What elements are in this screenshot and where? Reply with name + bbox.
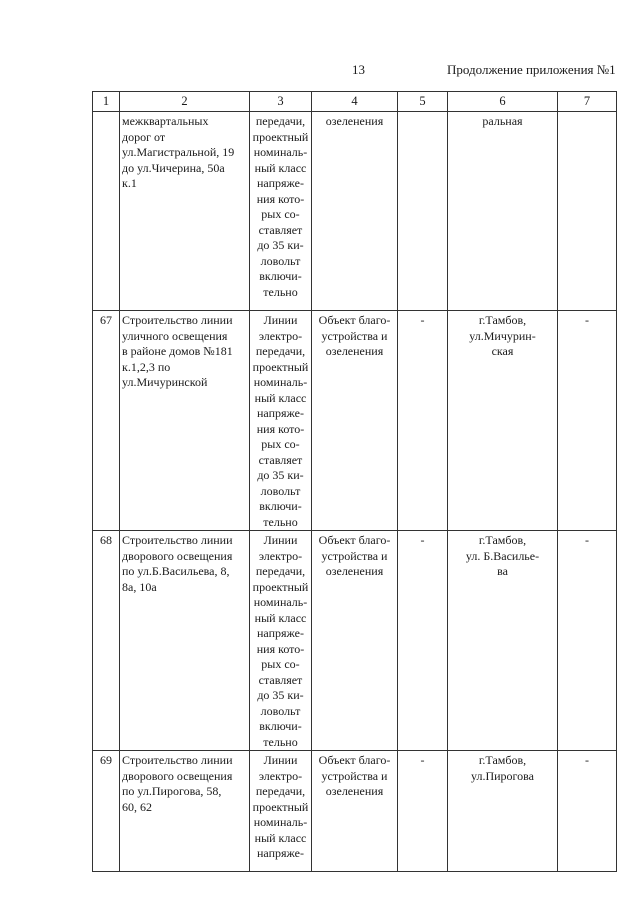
row-number-cell: 68 [93,531,120,751]
column-number-7: 7 [558,92,617,112]
facility-type-line: напряже- [257,176,304,190]
column-number-3: 3 [250,92,312,112]
object-purpose-line: озеленения [325,564,384,578]
facility-name-line: уличного освещения [122,328,228,343]
facility-type-line: ния кото- [256,641,305,656]
location-line: г.Тамбов, [478,533,527,547]
facility-name-cell [120,751,250,872]
facility-type-line: проектный [252,799,309,814]
location-line: ул.Мичурин- [469,328,536,343]
location-line: ва [497,564,508,578]
facility-type-line: электро- [258,548,303,563]
row-number-cell: 69 [93,751,120,872]
column-7-cell: - [558,311,617,531]
facility-type-line: ловольт [260,703,301,718]
facility-name-line: ул.Магистральной, 19 [122,145,235,159]
facility-type-line: передачи, [255,564,306,578]
facility-type-line: включи- [259,499,302,513]
appendix-label: Продолжение приложения №1 [447,62,616,77]
facility-type-line: ловольт [260,483,301,498]
facility-type-line: проектный [252,579,309,594]
facility-type-line: до 35 ки- [257,238,304,252]
location-cell [448,751,558,872]
object-purpose-cell [312,112,398,311]
facility-name-cell [120,531,250,751]
column-5-cell: - [398,311,448,531]
facility-type-line: ставляет [258,452,303,467]
facility-type-line: включи- [259,719,302,733]
facility-type-line: Линии [263,753,298,767]
location-line: ская [491,344,514,358]
object-purpose-line: Объект благо- [318,313,391,327]
column-number-1: 1 [93,92,120,112]
facility-name-line: к.1 [122,176,137,190]
column-5-cell: - [398,751,448,872]
location-line: г.Тамбов, [478,753,527,767]
facility-name-line: межквартальных [122,114,209,128]
facility-type-line: до 35 ки- [257,688,304,702]
object-purpose-line: устройства и [321,328,388,343]
facility-name-line: дорог от [122,129,166,144]
location-cell [448,531,558,751]
facility-name-line: 8а, 10а [122,579,157,594]
table-row [93,311,617,531]
facility-type-line: до 35 ки- [257,468,304,482]
facility-type-line: ставляет [258,222,303,237]
facility-name-cell [120,311,250,531]
facility-type-line: тельно [263,734,298,749]
facility-name-line: Строительство линии [122,313,233,327]
facility-type-line: ставляет [258,672,303,687]
facility-type-line: электро- [258,328,303,343]
facility-type-line: ный класс [254,830,307,845]
facility-type-line: рых со- [261,437,300,451]
table-row [93,751,617,872]
column-number-4: 4 [312,92,398,112]
column-number-5: 5 [398,92,448,112]
facility-name-line: по ул.Б.Васильева, 8, [122,564,230,578]
location-line: ул.Пирогова [470,768,534,783]
facility-type-line: электро- [258,768,303,783]
object-purpose-line: устройства и [321,768,388,783]
facility-type-line: ный класс [254,160,307,175]
facility-name-cell [120,112,250,311]
facility-type-line: включи- [259,269,302,283]
location-line: ул. Б.Василье- [465,548,540,563]
facility-name-line: Строительство линии [122,753,233,767]
object-purpose-line: озеленения [325,114,384,128]
object-purpose-line: озеленения [325,344,384,358]
facility-type-line: номиналь- [253,815,308,829]
facility-type-line: рых со- [261,207,300,221]
facility-type-line: напряже- [257,626,304,640]
object-purpose-line: озеленения [325,784,384,798]
facility-type-line: ловольт [260,253,301,268]
column-7-cell [558,112,617,311]
facility-name-line: к.1,2,3 по [122,359,171,374]
facility-type-line: номиналь- [253,145,308,159]
facility-name-line: 60, 62 [122,799,152,814]
object-purpose-line: Объект благо- [318,753,391,767]
facility-type-line: тельно [263,284,298,299]
facility-type-line: проектный [252,359,309,374]
appendix-table [92,91,617,872]
facility-type-cell [250,751,312,872]
facility-type-line: ния кото- [256,421,305,436]
facility-name-line: Строительство линии [122,533,233,547]
location-cell [448,311,558,531]
facility-type-line: передачи, [255,114,306,128]
column-7-cell: - [558,531,617,751]
facility-name-line: по ул.Пирогова, 58, [122,784,222,798]
column-number-row [93,92,617,112]
table-row [93,531,617,751]
page-number: 13 [352,62,365,77]
object-purpose-cell [312,531,398,751]
facility-type-line: ния кото- [256,191,305,206]
location-line: г.Тамбов, [478,313,527,327]
column-5-cell: - [398,531,448,751]
object-purpose-line: Объект благо- [318,533,391,547]
facility-type-line: передачи, [255,784,306,798]
facility-type-cell [250,112,312,311]
row-number-cell [93,112,120,311]
location-line: ральная [482,114,523,128]
facility-type-line: передачи, [255,344,306,358]
object-purpose-cell [312,311,398,531]
facility-type-line: номиналь- [253,375,308,389]
facility-type-line: напряже- [257,406,304,420]
column-7-cell: - [558,751,617,872]
object-purpose-line: устройства и [321,548,388,563]
facility-type-line: Линии [263,533,298,547]
facility-type-line: рых со- [261,657,300,671]
facility-type-line: ный класс [254,390,307,405]
facility-name-line: дворового освещения [122,768,233,783]
object-purpose-cell [312,751,398,872]
column-number-2: 2 [120,92,250,112]
facility-name-line: до ул.Чичерина, 50а [122,160,225,175]
facility-type-line: напряже- [257,846,304,860]
facility-type-cell [250,531,312,751]
facility-type-line: ный класс [254,610,307,625]
facility-name-line: ул.Мичуринской [122,375,208,389]
column-number-6: 6 [448,92,558,112]
facility-type-cell [250,311,312,531]
column-5-cell [398,112,448,311]
location-cell [448,112,558,311]
facility-name-line: дворового освещения [122,548,233,563]
facility-type-line: Линии [263,313,298,327]
facility-type-line: номиналь- [253,595,308,609]
continuation-row [93,112,617,311]
facility-name-line: в районе домов №181 [122,344,233,358]
row-number-cell: 67 [93,311,120,531]
facility-type-line: тельно [263,514,298,529]
facility-type-line: проектный [252,129,309,144]
